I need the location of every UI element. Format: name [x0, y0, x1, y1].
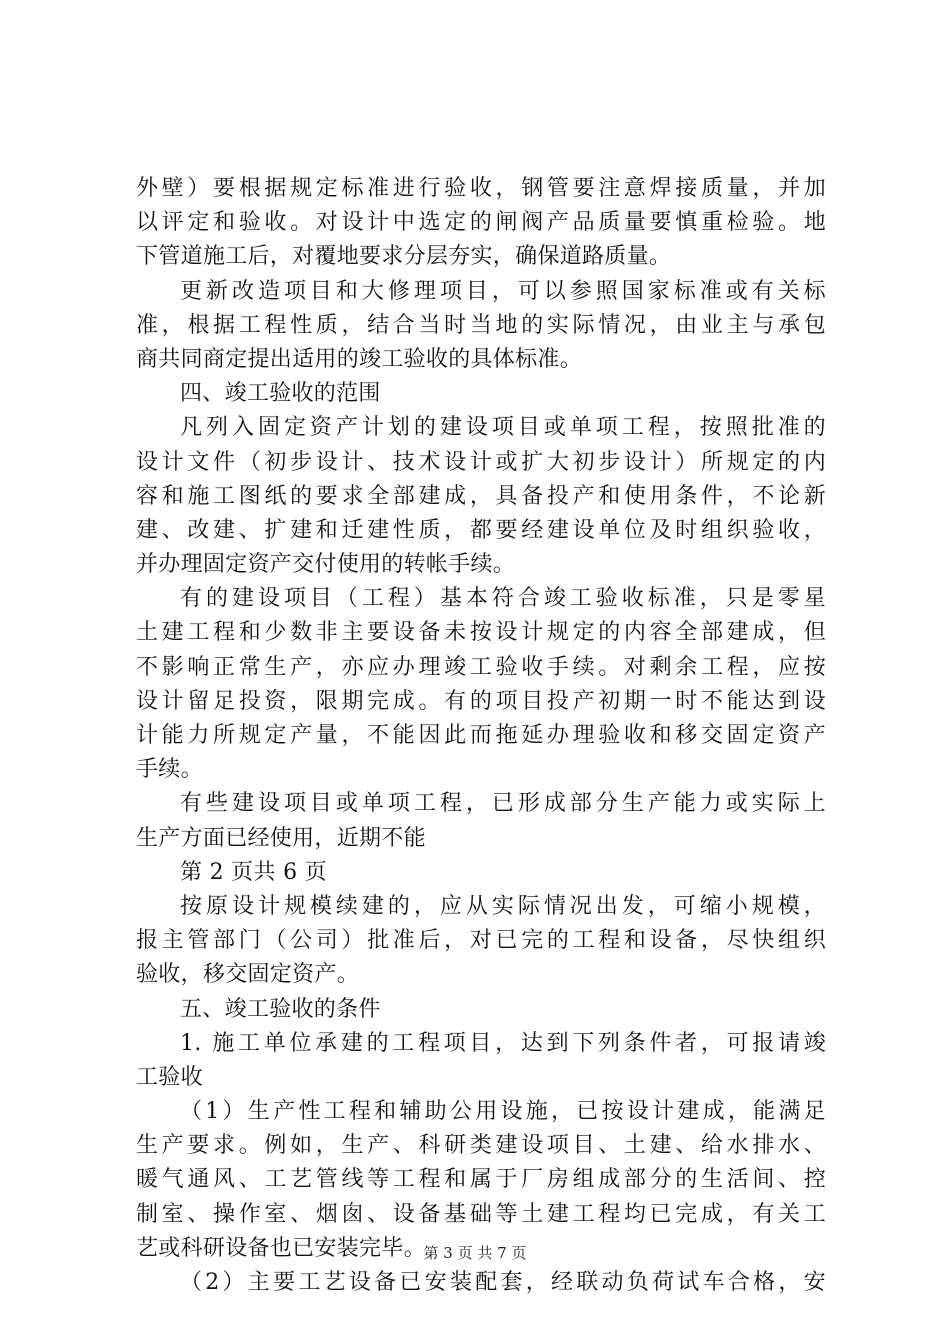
page-footer: 第 3 页 共 7 页 — [423, 1244, 527, 1262]
text-line: 商共同商定提出适用的竣工验收的具体标准。 — [136, 346, 583, 372]
text-line: 生产方面已经使用，近期不能 — [136, 825, 426, 851]
text-line: 设计留足投资，限期完成。有的项目投产初期一时不能达到设 — [136, 688, 826, 714]
text-line: 报主管部门（公司）批准后，对已完的工程和设备，尽快组织 — [136, 928, 826, 954]
text-line: 计能力所规定产量，不能因此而拖延办理验收和移交固定资产 — [136, 723, 826, 748]
text-line: 准，根据工程性质，结合当时当地的实际情况，由业主与承包 — [136, 312, 826, 338]
text-line: 设计文件（初步设计、技术设计或扩大初步设计）所规定的内 — [136, 449, 826, 475]
text-line: 下管道施工后，对覆地要求分层夯实，确保道路质量。 — [136, 244, 672, 270]
text-line: 按原设计规模续建的，应从实际情况出发，可缩小规模， — [180, 893, 826, 919]
text-line: 艺或科研设备也已安装完毕。 — [136, 1235, 426, 1261]
document-body — [136, 172, 826, 1300]
text-line: 四、竣工验收的范围 — [180, 381, 381, 407]
text-line: 建、改建、扩建和迁建性质，都要经建设单位及时组织验收， — [136, 517, 826, 543]
text-line: （2）主要工艺设备已安装配套，经联动负荷试车合格，安 — [180, 1270, 826, 1295]
text-line: 工验收 — [136, 1064, 203, 1090]
text-line: 验收，移交固定资产。 — [136, 962, 360, 988]
text-line: 外壁）要根据规定标准进行验收，钢管要注意焊接质量，并加 — [136, 176, 826, 201]
text-line: 凡列入固定资产计划的建设项目或单项工程，按照批准的 — [180, 415, 826, 441]
text-line: 1. 施工单位承建的工程项目，达到下列条件者，可报请竣 — [180, 1030, 826, 1056]
text-line: 制室、操作室、烟囱、设备基础等土建工程均已完成，有关工 — [136, 1201, 826, 1227]
text-line: 土建工程和少数非主要设备未按设计规定的内容全部建成，但 — [136, 620, 826, 646]
text-line: 生产要求。例如，生产、科研类建设项目、土建、给水排水、 — [136, 1133, 826, 1159]
text-line: （1）生产性工程和辅助公用设施，已按设计建成，能满足 — [180, 1099, 826, 1125]
text-line: 暖气通风、工艺管线等工程和属于厂房组成部分的生活间、控 — [136, 1167, 826, 1193]
text-line: 不影响正常生产，亦应办理竣工验收手续。对剩余工程，应按 — [136, 654, 826, 680]
text-line: 手续。 — [136, 757, 203, 783]
text-line: 五、竣工验收的条件 — [180, 996, 381, 1022]
text-line: 有些建设项目或单项工程，已形成部分生产能力或实际上 — [180, 791, 826, 817]
text-line: 以评定和验收。对设计中选定的闸阀产品质量要慎重检验。地 — [136, 210, 826, 236]
text-line: 有的建设项目（工程）基本符合竣工验收标准，只是零星 — [180, 586, 826, 612]
text-line: 容和施工图纸的要求全部建成，具备投产和使用条件，不论新 — [136, 483, 826, 509]
text-line: 第 2 页共 6 页 — [180, 859, 327, 885]
text-line: 并办理固定资产交付使用的转帐手续。 — [136, 552, 516, 578]
text-line: 更新改造项目和大修理项目，可以参照国家标准或有关标 — [180, 278, 826, 304]
